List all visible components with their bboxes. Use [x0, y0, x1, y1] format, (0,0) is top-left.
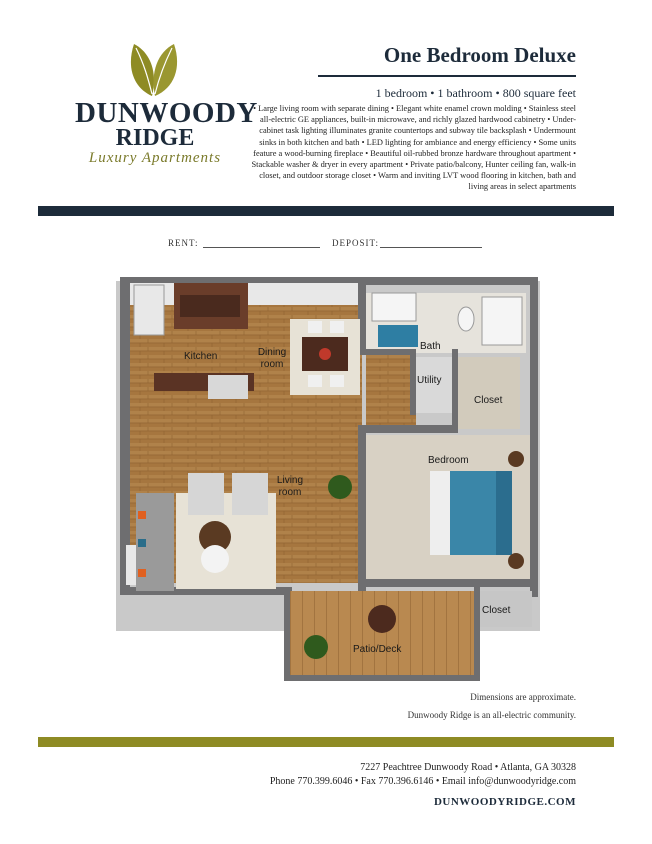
- dimensions-note: Dimensions are approximate.: [470, 692, 576, 702]
- room-label-outdoor-closet: Closet: [482, 605, 511, 616]
- dining-label-line2: room: [260, 359, 284, 370]
- room-label-dining: [252, 347, 292, 371]
- rent-label: RENT:: [168, 238, 199, 248]
- footer-band: [38, 737, 614, 747]
- website-link[interactable]: DUNWOODYRIDGE.COM: [433, 796, 576, 808]
- room-label-bedroom: Bedroom: [428, 455, 469, 466]
- plan-title: One Bedroom Deluxe: [383, 43, 576, 67]
- brand-name-line2: RIDGE: [115, 125, 195, 151]
- header-band: [38, 206, 614, 216]
- room-label-bath: Bath: [420, 341, 441, 352]
- brand-name-line1: DUNWOODY: [75, 97, 258, 129]
- room-label-closet: Closet: [474, 395, 503, 406]
- title-divider: [318, 75, 576, 77]
- dining-label-line1: Dining: [257, 347, 287, 358]
- footer-contact: Phone 770.399.6046 • Fax 770.396.6146 • Email info@dunwoodyridge.com: [269, 776, 576, 787]
- brand-tagline: Luxury Apartments: [88, 150, 222, 166]
- room-label-patio: Patio/Deck: [353, 644, 402, 655]
- floor-plan: [110, 275, 540, 685]
- living-label-line1: Living: [276, 475, 304, 486]
- electric-note: Dunwoody Ridge is an all-electric community.: [407, 710, 576, 720]
- plan-description: • Large living room with separate dining • Elegant white enamel crown molding • Stainless steel all-electric GE appliances, built-in microwave, and richly glazed hardwood cabinetry • Under-cabinet task lighting illuminates granite countertops and subway tile backsplash • Undermount sinks in both kitchen and bath • LED lighting for ambiance and energy efficiency • Some units feature a wood-burning fireplace • Beautiful oil-rubbed bronze hardware throughout apartment • Stackable washer & dryer in every apartment • Private patio/balcony, Hunter ceiling fan, walk-in closet, and outdoor storage closet • Warm and inviting LVT wood flooring in kitchen, bath and living areas in select apartments: [251, 104, 576, 192]
- room-label-utility: Utility: [417, 375, 442, 386]
- leaf-icon: [124, 38, 184, 98]
- plan-specs: 1 bedroom • 1 bathroom • 800 square feet: [375, 86, 576, 100]
- footer-address: 7227 Peachtree Dunwoody Road • Atlanta, GA 30328: [360, 762, 576, 773]
- rent-field-line: [203, 247, 320, 248]
- living-label-line2: room: [278, 487, 302, 498]
- deposit-field-line: [380, 247, 482, 248]
- deposit-label: DEPOSIT:: [332, 238, 380, 248]
- room-label-kitchen: Kitchen: [184, 351, 218, 362]
- room-label-living: [270, 475, 310, 499]
